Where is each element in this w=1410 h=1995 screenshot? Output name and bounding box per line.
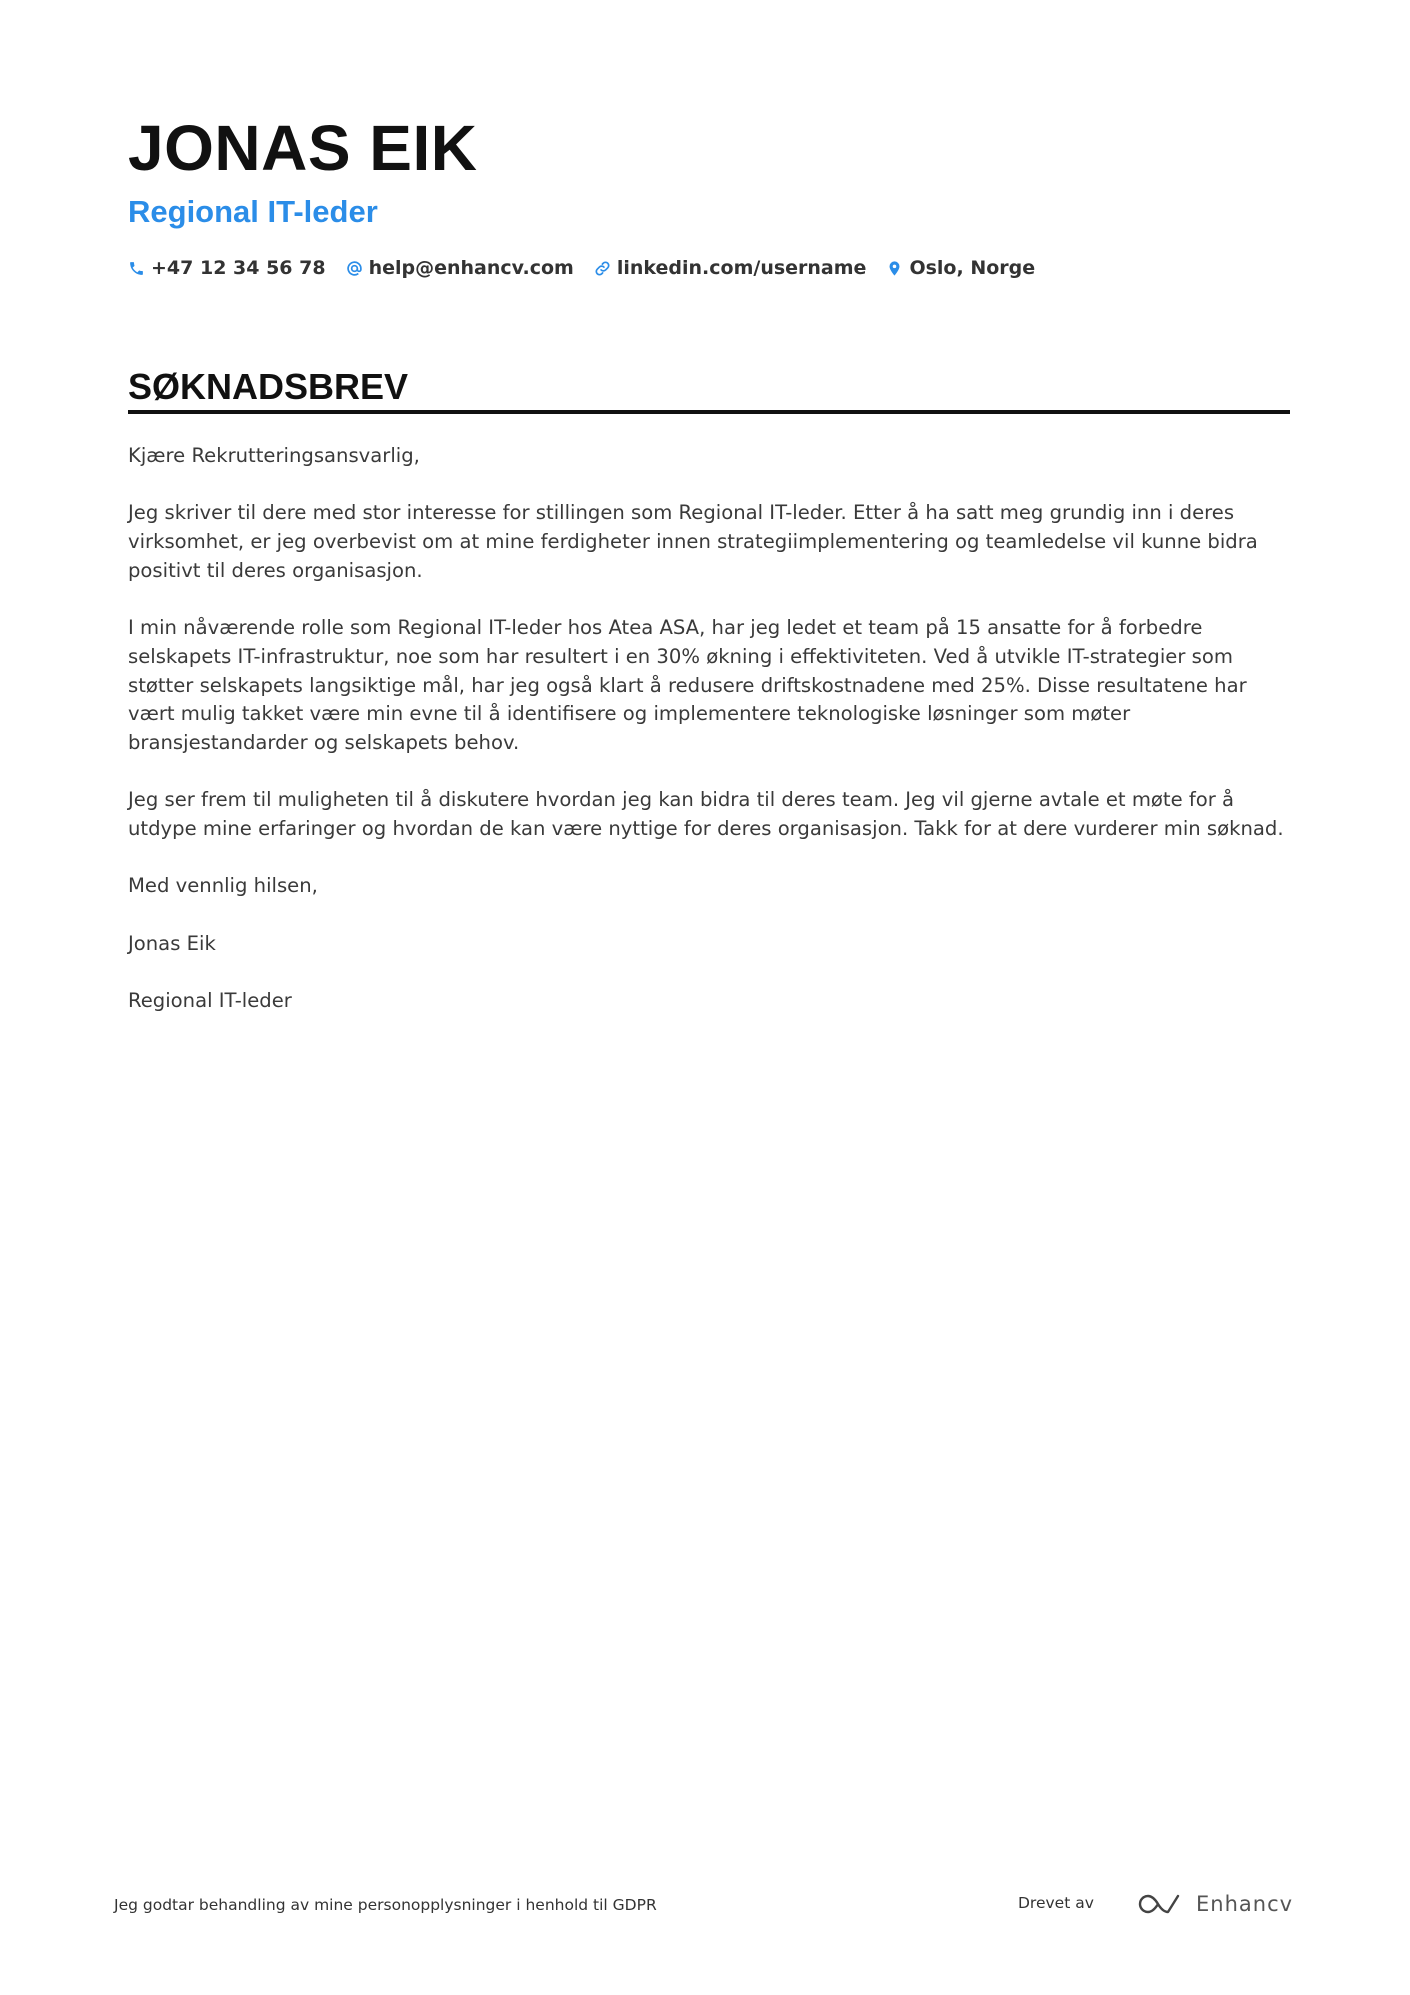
link-icon (594, 260, 611, 277)
brand-link[interactable] (1138, 1886, 1293, 1922)
location-text: Oslo, Norge (909, 257, 1036, 279)
contact-linkedin[interactable] (594, 257, 867, 279)
contact-bar (128, 250, 1290, 286)
letter-paragraph: Jeg skriver til dere med stor interesse for stillingen som Regional IT-leder. Etter å ha satt meg grundig inn i deres virksomhet, er jeg overbevist om at mine ferdigheter innen strategiimplementering og teamledelse vil kunne bidra positivt til deres organisasjon. (128, 501, 1258, 582)
gdpr-consent-text: Jeg godtar behandling av mine personopplysninger i henhold til GDPR (114, 1896, 657, 1914)
letter-paragraph: I min nåværende rolle som Regional IT-leder hos Atea ASA, har jeg ledet et team på 15 ansatte for å forbedre selskapets IT-infrastruktur, noe som har resultert i en 30% økning i effektiviteten. Ved å utvikle IT-strategier som støtter selskapets langsiktige mål, har jeg også klart å redusere driftskostnadene med 25%. Disse resultatene har vært mulig takket være min evne til å identifisere og implementere teknologiske løsninger som møter bransjestandarder og selskapets behov. (128, 616, 1247, 754)
brand-name: Enhancv (1196, 1892, 1294, 1916)
page-footer (114, 1886, 1294, 1926)
letter-greeting: Kjære Rekrutteringsansvarlig, (128, 444, 420, 467)
contact-phone[interactable] (128, 257, 326, 279)
enhancv-logo-icon (1138, 1891, 1184, 1917)
cover-letter-body (128, 442, 1290, 1045)
phone-text: +47 12 34 56 78 (151, 257, 326, 279)
section-title: SØKNADSBREV (128, 366, 409, 407)
phone-icon (128, 260, 145, 277)
email-text: help@enhancv.com (368, 257, 574, 279)
letter-closing: Med vennlig hilsen, (128, 874, 318, 898)
location-pin-icon (886, 260, 903, 277)
letter-paragraph: Jeg ser frem til muligheten til å diskutere hvordan jeg kan bidra til deres team. Jeg vil gjerne avtale et møte for å utdype mine erfaringer og hvordan de kan være nyttige for deres organisasjon. Takk for at dere vurderer min søknad. (128, 788, 1284, 841)
signature-name: Jonas Eik (128, 931, 216, 955)
applicant-name: JONAS EIK (128, 112, 478, 184)
resume-header (128, 108, 1290, 286)
applicant-job-title: Regional IT-leder (128, 194, 378, 229)
at-icon (346, 260, 363, 277)
signature-title: Regional IT-leder (128, 989, 292, 1013)
section-divider (128, 410, 1290, 414)
contact-location (886, 257, 1035, 279)
linkedin-text: linkedin.com/username (616, 257, 867, 279)
contact-email[interactable] (346, 257, 574, 279)
powered-by-label: Drevet av (1018, 1894, 1094, 1912)
